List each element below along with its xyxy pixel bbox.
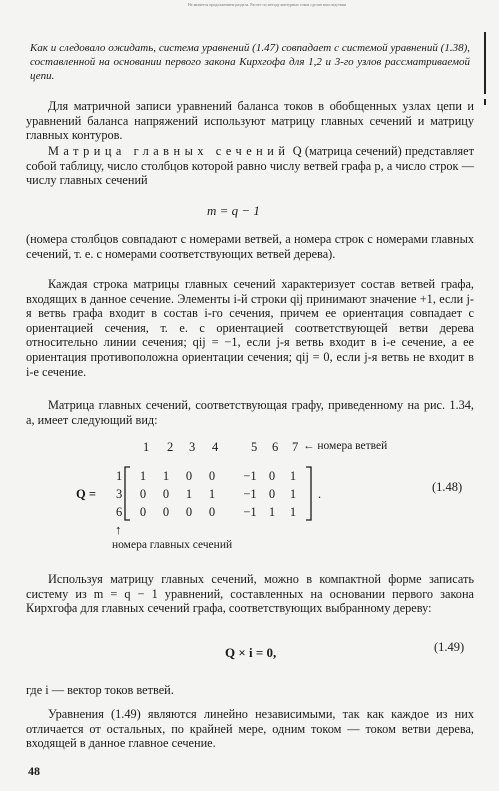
paragraph-2	[26, 144, 474, 188]
col-number: 1	[143, 440, 150, 454]
col-number: 4	[212, 440, 219, 454]
column-annotation: ← номера ветвей	[303, 440, 388, 452]
matrix-cell: 0	[185, 469, 193, 483]
paragraph-7: где i — вектор токов ветвей.	[26, 683, 174, 697]
margin-rule	[484, 32, 486, 94]
col-number: 7	[292, 440, 299, 454]
formula-q-times-i: Q × i = 0,	[225, 645, 277, 660]
matrix-cell: 1	[268, 505, 276, 519]
matrix-cell: 0	[208, 469, 216, 483]
col-number: 6	[272, 440, 279, 454]
matrix-symbol: Q =	[76, 487, 96, 501]
matrix-cell: −1	[243, 487, 257, 501]
paragraph-5: Матрица главных сечений, соответствующая графу, приведенному на рис. 1.34, а, имеет следующий вид:	[26, 398, 474, 427]
matrix-cell: 1	[208, 487, 216, 501]
matrix-cell: 0	[139, 487, 147, 501]
equation-number-149: (1.49)	[434, 640, 465, 654]
matrix-cell: −1	[243, 469, 257, 483]
col-number: 3	[189, 440, 196, 454]
matrix-cell: −1	[243, 505, 257, 519]
row-number: 3	[116, 487, 123, 501]
matrix-cell: 0	[208, 505, 216, 519]
paragraph-6: Используя матрицу главных сечений, можно в компактной форме записать систему из m = q − 1 уравнений, составленных на основании первого закона Кирхгофа для главных сечений графа, соответствующих выбранному дереву:	[26, 572, 474, 616]
paragraph-4: Каждая строка матрицы главных сечений характеризует состав ветвей графа, входящих в данное сечение. Элементы i-й строки qij принимают значение +1, если j-я ветвь графа входит в состав i-го сечения, причем ее ориентация совпадает с ориентацией сечения, т. е. с ориентацией соответствующей ветви дерева относительно линии сечения; qij = −1, если j-я ветвь входит в i-е сечение, а ее ориентация противоположна ориентации сечения; qij = 0, если j-я ветвь не входит в i-е сечение.	[26, 277, 474, 379]
paragraph-3: (номера столбцов совпадают с номерами ветвей, а номера строк с номерами главных сечений, т. е. с номерами соответствующих ветвей дерева).	[26, 232, 474, 261]
matrix-cell: 1	[162, 469, 170, 483]
matrix-cell: 1	[289, 469, 297, 483]
row-annotation: номера главных сечений	[112, 539, 233, 551]
matrix-cell: 1	[185, 487, 193, 501]
matrix-cell: 0	[185, 505, 193, 519]
row-number: 1	[116, 469, 123, 483]
paragraph-8: Уравнения (1.49) являются линейно независимыми, так как каждое из них отличается от остальных, по крайней мере, одним током — током ветви дерева, входящей в данное главное сечение.	[26, 707, 474, 751]
paragraph-2-rest: Q (матрица сечений) представляет собой таблицу, число столбцов которой равно числу ветвей графа p, а число строк — числу главных сечений	[26, 144, 474, 188]
formula-m-equals: m = q − 1	[207, 203, 260, 218]
intro-note: Как и следовало ожидать, система уравнений (1.47) совпадает с системой уравнений (1.38), составленной на основании первого закона Кирхгофа для 1,2 и 3-го узлов рассматриваемой цепи.	[30, 42, 470, 82]
up-arrow-icon: ↑	[115, 522, 122, 537]
header-note: Не является продолжением раздела. Расчет по методу контурных токов сделан впоследствии	[187, 2, 347, 7]
matrix-cell: 1	[139, 469, 147, 483]
matrix-period: .	[318, 487, 322, 501]
margin-tick	[484, 99, 486, 105]
matrix-cell: 0	[268, 469, 276, 483]
page-number: 48	[28, 764, 40, 778]
matrix-cell: 0	[162, 505, 170, 519]
matrix-cell: 0	[139, 505, 147, 519]
matrix-cell: 0	[268, 487, 276, 501]
row-number: 6	[116, 505, 123, 519]
paragraph-1: Для матричной записи уравнений баланса токов в обобщенных узлах цепи и уравнений баланса напряжений используют матрицу главных сечений и матрицу главных контуров.	[26, 99, 474, 143]
col-number: 2	[167, 440, 174, 454]
matrix-cell: 1	[289, 505, 297, 519]
term-matrix-sections: Матрица главных сечений	[48, 144, 290, 158]
matrix-cell: 1	[289, 487, 297, 501]
equation-number-148: (1.48)	[432, 480, 463, 494]
matrix-cell: 0	[162, 487, 170, 501]
col-number: 5	[251, 440, 258, 454]
